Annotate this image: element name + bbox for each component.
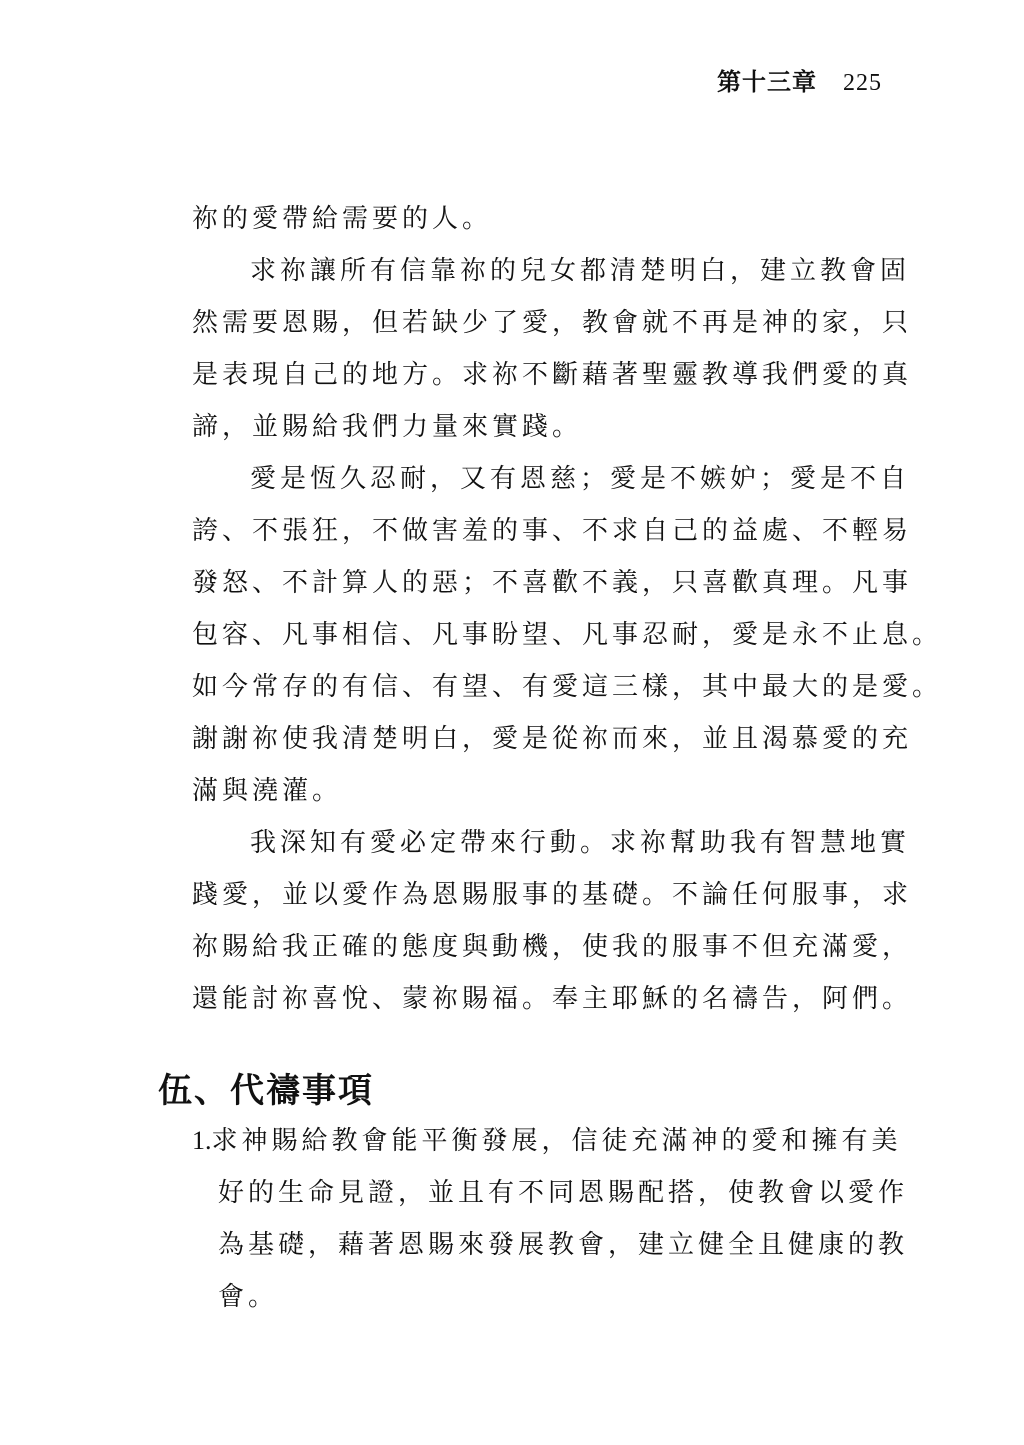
- text-line: 還能討祢喜悅、蒙祢賜福。奉主耶穌的名禱告，阿們。: [192, 984, 913, 1014]
- text-line: 是表現自己的地方。求祢不斷藉著聖靈教導我們愛的真: [192, 360, 913, 390]
- list-item-first-line: [192, 1115, 902, 1167]
- prayer-items-list: [192, 1115, 909, 1323]
- list-item-line: 會。: [218, 1282, 279, 1312]
- text-line: 愛是恆久忍耐，又有恩慈；愛是不嫉妒；愛是不自: [250, 464, 911, 494]
- text-line: 祢賜給我正確的態度與動機，使我的服事不但充滿愛，: [192, 932, 913, 962]
- text-line: 祢的愛帶給需要的人。: [192, 204, 493, 234]
- section-heading: 伍、代禱事項: [158, 1071, 374, 1111]
- text-line: 求祢讓所有信靠祢的兒女都清楚明白，建立教會固: [250, 256, 911, 286]
- text-line: 包容、凡事相信、凡事盼望、凡事忍耐，愛是永不止息。: [192, 620, 943, 650]
- text-line: 我深知有愛必定帶來行動。求祢幫助我有智慧地實: [250, 828, 911, 858]
- text-line: 踐愛，並以愛作為恩賜服事的基礎。不論任何服事，求: [192, 880, 913, 910]
- text-line: 滿與澆灌。: [192, 776, 343, 806]
- text-line: 謝謝祢使我清楚明白，愛是從祢而來，並且渴慕愛的充: [192, 724, 913, 754]
- running-header: [717, 62, 882, 97]
- list-item-line: 為基礎，藉著恩賜來發展教會，建立健全且健康的教: [218, 1230, 909, 1260]
- text-line: 然需要恩賜，但若缺少了愛，教會就不再是神的家，只: [192, 308, 913, 338]
- page-number: 225: [843, 70, 882, 96]
- list-item-number: 1.: [192, 1126, 212, 1155]
- text-line: 諦，並賜給我們力量來實踐。: [192, 412, 583, 442]
- chapter-label: 第十三章: [717, 67, 817, 96]
- prayer-body: [192, 193, 943, 1025]
- text-line: 如今常存的有信、有望、有愛這三樣，其中最大的是愛。: [192, 672, 943, 702]
- list-item-text: 求神賜給教會能平衡發展，信徒充滿神的愛和擁有美: [211, 1126, 902, 1156]
- text-line: 誇、不張狂，不做害羞的事、不求自己的益處、不輕易: [192, 516, 913, 546]
- text-line: 發怒、不計算人的惡；不喜歡不義，只喜歡真理。凡事: [192, 568, 913, 598]
- list-item-line: 好的生命見證，並且有不同恩賜配搭，使教會以愛作: [218, 1178, 909, 1208]
